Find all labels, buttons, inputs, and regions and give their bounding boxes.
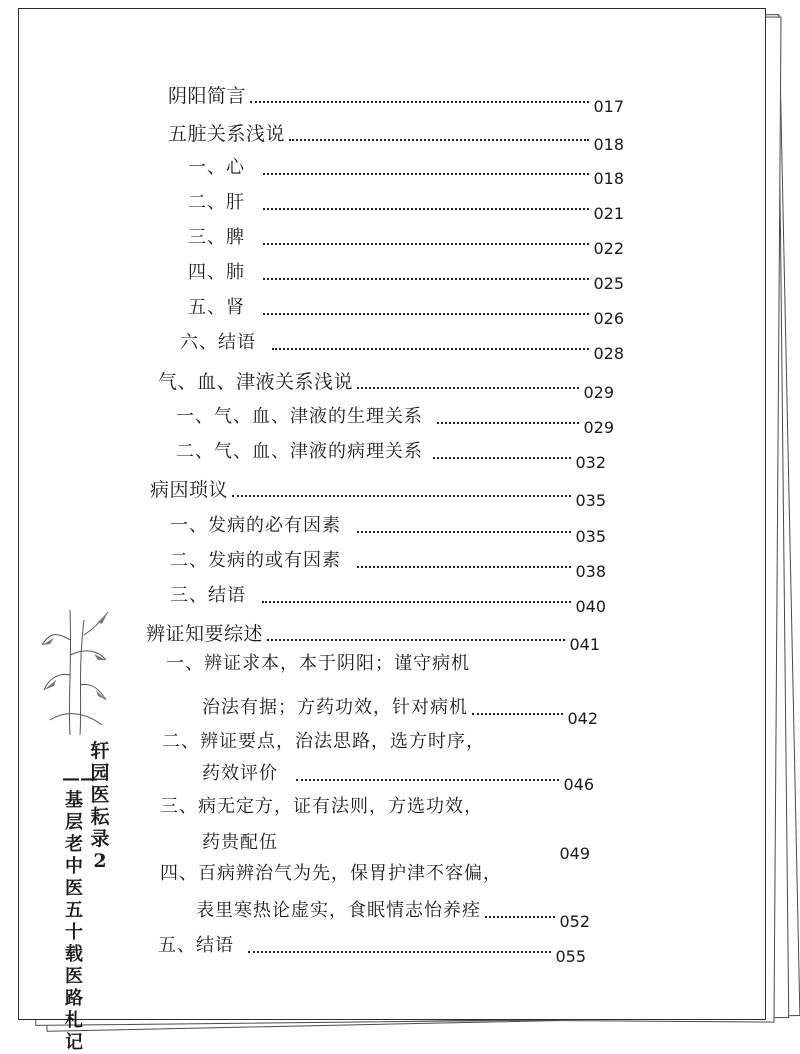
- toc-entry-title: 三、结语: [170, 585, 246, 606]
- toc-entry[interactable]: [188, 187, 624, 223]
- toc-entry-title: 一、心: [188, 157, 245, 178]
- toc-entry[interactable]: [176, 401, 614, 437]
- toc-entry[interactable]: [150, 474, 606, 510]
- toc-entry-title: 五、肾: [188, 297, 245, 318]
- leader-dots: [485, 916, 555, 918]
- toc-page-number: 035: [575, 491, 606, 510]
- toc-page-number: 038: [575, 562, 606, 581]
- toc-page-number: 041: [569, 635, 600, 654]
- toc-entry-title: 四、肺: [188, 262, 245, 283]
- leader-dots: [267, 639, 565, 641]
- toc-entry[interactable]: [188, 222, 624, 258]
- toc-entry-title: 五脏关系浅说: [168, 123, 286, 145]
- leader-dots: [248, 951, 551, 953]
- toc-page-number: 055: [555, 947, 586, 966]
- leader-dots: [357, 566, 571, 568]
- leader-dots: [263, 313, 589, 315]
- toc-page-number: 021: [593, 204, 624, 223]
- toc-entry[interactable]: [196, 895, 590, 931]
- toc-page-number: 052: [559, 912, 590, 931]
- toc-page-number: 025: [593, 274, 624, 293]
- toc-entry[interactable]: [202, 758, 594, 794]
- toc-entry-continuation: 药效评价: [202, 763, 278, 784]
- toc-page-number: 017: [593, 97, 624, 116]
- toc-entry-title: 一、发病的必有因素: [170, 515, 341, 536]
- toc-entry-title: 四、百病辨治气为先，保胃护津不容偏，: [160, 863, 502, 884]
- toc-entry[interactable]: [158, 930, 586, 966]
- leader-dots: [296, 779, 559, 781]
- toc-entry[interactable]: [188, 152, 624, 188]
- toc-entry[interactable]: [176, 436, 606, 472]
- toc-entry[interactable]: [188, 292, 624, 328]
- toc-entry[interactable]: [168, 118, 624, 154]
- leader-dots: [263, 208, 589, 210]
- toc-entry[interactable]: [202, 692, 598, 728]
- toc-entry-title: 二、气、血、津液的病理关系: [176, 441, 423, 462]
- book-subtitle-vertical: ——基层老中医五十载医路札记: [62, 768, 98, 1053]
- leader-dots: [472, 713, 563, 715]
- toc-entry-title: 三、脾: [188, 227, 245, 248]
- toc-page-number: 028: [593, 344, 624, 363]
- toc-entry[interactable]: [188, 257, 624, 293]
- toc-entry-title: 一、气、血、津液的生理关系: [176, 406, 423, 427]
- toc-entry-title: 二、辨证要点，治法思路，选方时序，: [162, 731, 485, 752]
- leader-dots: [433, 457, 571, 459]
- toc-page-number: 018: [593, 135, 624, 154]
- leader-dots: [357, 387, 579, 389]
- toc-page-number: 049: [559, 844, 590, 863]
- toc-page-number: 042: [567, 709, 598, 728]
- toc-entry-continuation: 表里寒热论虚实，食眠情志怡养痊: [196, 900, 481, 921]
- toc-page-number: 029: [583, 383, 614, 402]
- toc-page-number: 018: [593, 169, 624, 188]
- leader-dots: [250, 101, 589, 103]
- toc-page-number: 046: [563, 775, 594, 794]
- toc-entry[interactable]: [168, 80, 624, 116]
- toc-entry[interactable]: [170, 545, 606, 581]
- book-title-vertical: 轩园医耘录2: [90, 740, 110, 872]
- toc-entry[interactable]: [146, 618, 600, 654]
- leader-dots: [263, 173, 589, 175]
- toc-entry[interactable]: [170, 510, 606, 546]
- toc-entry-title: 阴阳简言: [168, 85, 247, 107]
- toc-entry-title: 一、辨证求本，本于阴阳；谨守病机: [166, 653, 470, 674]
- leader-dots: [272, 348, 589, 350]
- toc-page-number: 026: [593, 309, 624, 328]
- leader-dots: [357, 531, 571, 533]
- leader-dots: [263, 243, 589, 245]
- toc-entry-continuation: 药贵配伍: [202, 832, 278, 853]
- toc-entry-title: 辨证知要综述: [146, 623, 264, 645]
- leader-dots: [289, 139, 589, 141]
- toc-page-number: 032: [575, 453, 606, 472]
- toc-page-number: 029: [583, 418, 614, 437]
- toc-entry-title: 二、发病的或有因素: [170, 550, 341, 571]
- leader-dots: [232, 495, 571, 497]
- leader-dots: [262, 601, 571, 603]
- bamboo-illustration: [40, 600, 110, 740]
- toc-entry-title: 气、血、津液关系浅说: [158, 371, 354, 393]
- toc-entry-continuation: 治法有据；方药功效，针对病机: [202, 697, 468, 718]
- leader-dots: [437, 422, 579, 424]
- toc-entry[interactable]: [180, 327, 624, 363]
- toc-entry-title: 二、肝: [188, 192, 245, 213]
- leader-dots: [263, 278, 589, 280]
- toc-entry-title: 三、病无定方，证有法则，方选功效，: [160, 796, 483, 817]
- toc-entry-title: 五、结语: [158, 935, 234, 956]
- toc-entry[interactable]: [202, 827, 590, 863]
- toc-entry-title: 六、结语: [180, 332, 256, 353]
- toc-entry[interactable]: [170, 580, 606, 616]
- toc-page-number: 035: [575, 527, 606, 546]
- toc-page-number: 022: [593, 239, 624, 258]
- toc-page-number: 040: [575, 597, 606, 616]
- toc-entry[interactable]: [158, 366, 614, 402]
- toc-entry-title: 病因琐议: [150, 479, 229, 501]
